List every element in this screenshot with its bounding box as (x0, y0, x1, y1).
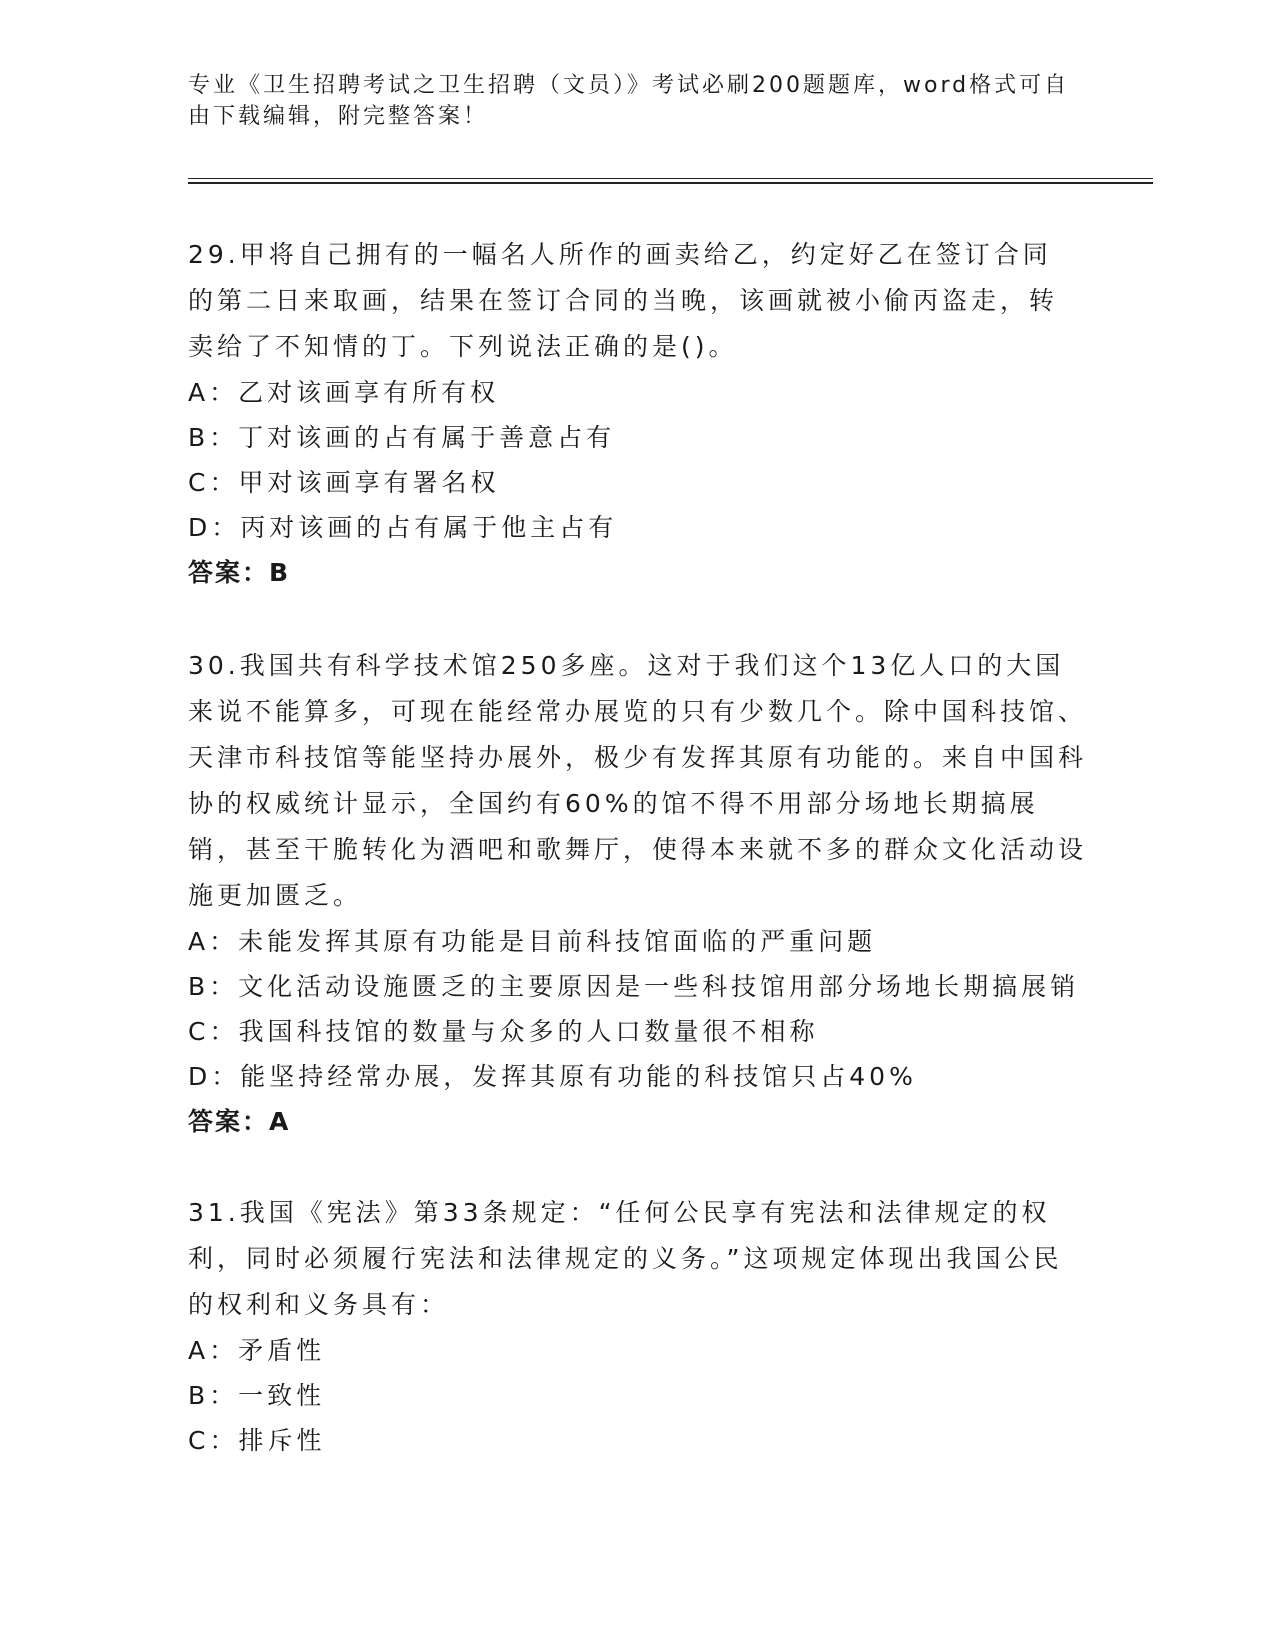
option-c: C：我国科技馆的数量与众多的人口数量很不相称 (188, 1017, 819, 1046)
question-31 (188, 1190, 1068, 1463)
option-a: A：未能发挥其原有功能是目前科技馆面临的严重问题 (188, 927, 877, 956)
option-c: C：排斥性 (188, 1426, 326, 1455)
option-a: A：矛盾性 (188, 1336, 326, 1365)
question-30 (188, 643, 1088, 1145)
answer-line: 答案：A (188, 1107, 291, 1136)
option-d: D：能坚持经常办展，发挥其原有功能的科技馆只占40% (188, 1062, 917, 1091)
header-divider-thin (188, 178, 1153, 179)
document-header: 专业《卫生招聘考试之卫生招聘（文员）》考试必刷200题题库，word格式可自由下载编辑，附完整答案！ (188, 73, 1070, 129)
header-divider-thick (188, 182, 1153, 184)
question-stem: 31.我国《宪法》第33条规定：“任何公民享有宪法和法律规定的权利，同时必须履行宪法和法律规定的义务。”这项规定体现出我国公民的权利和义务具有： (188, 1198, 1063, 1319)
question-stem: 30.我国共有科学技术馆250多座。这对于我们这个13亿人口的大国来说不能算多，可现在能经常办展览的只有少数几个。除中国科技馆、天津市科技馆等能坚持办展外，极少有发挥其原有功能的。来自中国科协的权威统计显示，全国约有60%的馆不得不用部分场地长期搞展销，甚至干脆转化为酒吧和歌舞厅，使得本来就不多的群众文化活动设施更加匮乏。 (188, 651, 1088, 910)
option-d: D：丙对该画的占有属于他主占有 (188, 513, 618, 542)
option-a: A：乙对该画享有所有权 (188, 378, 500, 407)
answer-line: 答案：B (188, 558, 291, 587)
option-b: B：丁对该画的占有属于善意占有 (188, 423, 616, 452)
question-stem: 29.甲将自己拥有的一幅名人所作的画卖给乙，约定好乙在签订合同的第二日来取画，结果在签订合同的当晚，该画就被小偷丙盗走，转卖给了不知情的丁。下列说法正确的是()。 (188, 240, 1059, 361)
question-29 (188, 232, 1068, 596)
option-c: C：甲对该画享有署名权 (188, 468, 500, 497)
option-b: B：文化活动设施匮乏的主要原因是一些科技馆用部分场地长期搞展销 (188, 972, 1080, 1001)
option-b: B：一致性 (188, 1381, 326, 1410)
